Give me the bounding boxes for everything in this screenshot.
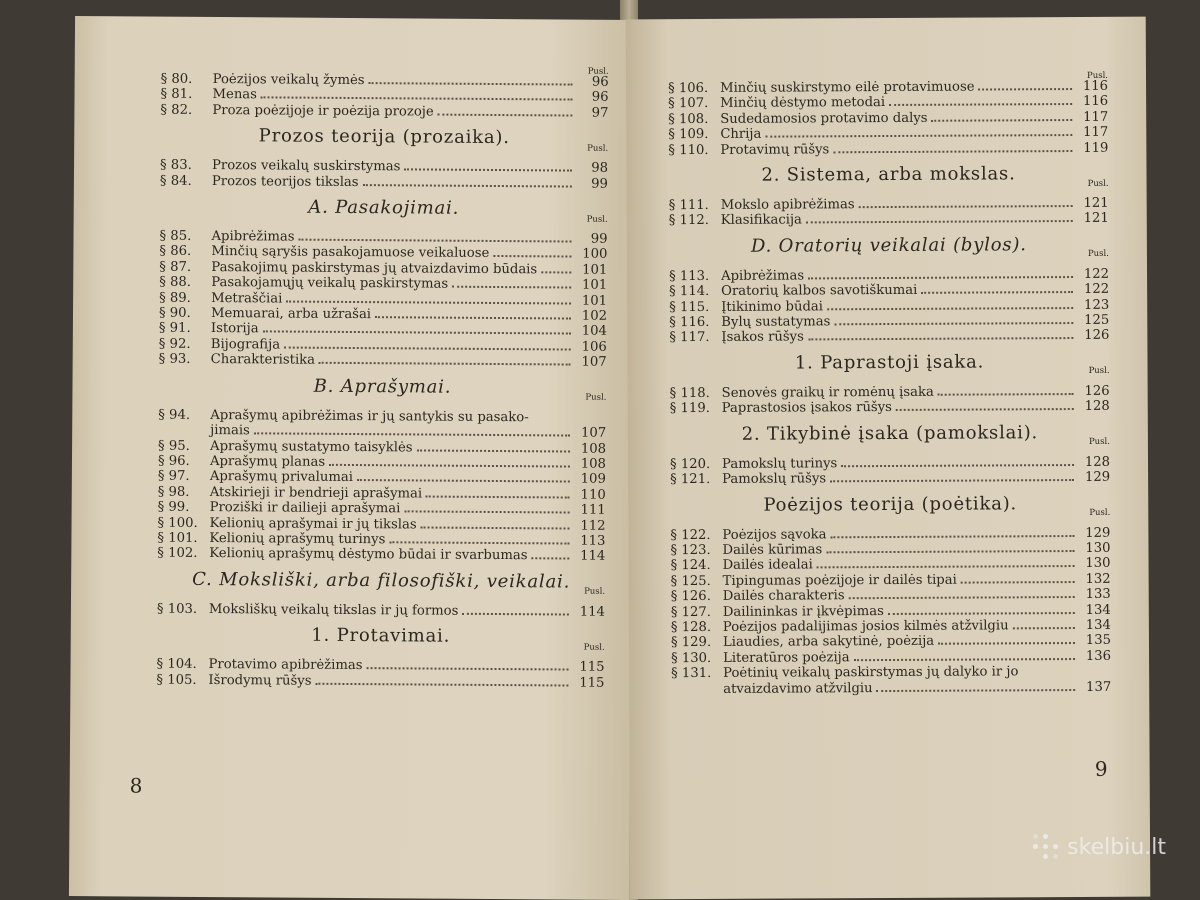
entry-title: Pamokslų rūšys: [722, 471, 827, 487]
dot-leader: [531, 558, 569, 560]
entry-title: Įtikinimo būdai: [721, 298, 823, 315]
page-reference: 134: [1085, 602, 1111, 618]
section-heading-text: Poėzijos teorija (poėtika).: [763, 492, 1018, 516]
section-number: § 92.: [158, 336, 191, 352]
section-number: § 123.: [670, 542, 711, 559]
section-number: § 99.: [157, 499, 190, 515]
dot-leader: [817, 565, 1075, 568]
dot-leader: [841, 464, 1074, 467]
section-number: § 126.: [670, 589, 711, 605]
entry-title: Išrodymų rūšys: [208, 672, 312, 689]
dot-leader: [888, 612, 1075, 615]
page-reference: 113: [580, 533, 606, 549]
watermark-text: skelbiu.lt: [1067, 834, 1166, 860]
section-number: § 84.: [159, 173, 192, 189]
dot-leader: [808, 276, 1073, 279]
section-number: § 107.: [668, 96, 709, 112]
page-reference: 97: [591, 105, 609, 121]
dots-logo-icon: [1033, 834, 1059, 860]
page-reference: 116: [1082, 94, 1109, 110]
dot-leader: [859, 205, 1073, 208]
dot-leader: [889, 103, 1072, 106]
page-reference: 100: [582, 247, 608, 263]
dot-leader: [849, 596, 1075, 599]
entry-title: Apibrėžimas: [211, 229, 295, 245]
toc-entry: [157, 601, 605, 620]
page-reference: 110: [580, 487, 606, 503]
dot-leader: [831, 535, 1075, 538]
section-number: § 108.: [668, 111, 709, 127]
entry-title: Dailės kūrimas: [722, 542, 823, 558]
entry-title: Minčių dėstymo metodai: [720, 95, 886, 112]
page-reference: 98: [591, 160, 609, 176]
entry-title: Įsakos rūšys: [721, 329, 804, 346]
page-reference: 133: [1085, 586, 1111, 603]
dot-leader: [826, 550, 1074, 553]
section-number: § 96.: [157, 453, 190, 469]
right-page-number: 9: [1094, 756, 1108, 781]
section-number: § 88.: [159, 274, 192, 291]
section-number: § 115.: [669, 299, 710, 315]
entry-title: Istorija: [210, 321, 259, 337]
dot-leader: [854, 658, 1075, 661]
dot-leader: [319, 362, 571, 366]
dot-leader: [938, 642, 1075, 645]
dot-leader: [827, 307, 1073, 310]
entry-title: jimais: [210, 423, 250, 439]
entry-title: Oratorių kalbos savotiškumai: [721, 283, 918, 300]
toc-entry: [156, 672, 604, 691]
toc-entry: [160, 102, 608, 121]
page-reference: 115: [579, 659, 605, 675]
section-number: § 106.: [668, 80, 709, 97]
section-heading: [157, 624, 605, 656]
page-reference: 136: [1085, 648, 1112, 664]
section-number: § 109.: [668, 127, 709, 143]
entry-title: Senovės graikų ir romėnų įsaka: [721, 384, 934, 401]
section-number: § 93.: [158, 351, 191, 368]
section-number: § 101.: [157, 530, 198, 546]
entry-title: Paprastosios įsakos rūšys: [721, 400, 892, 417]
dot-leader: [493, 255, 571, 258]
section-number: § 85.: [159, 228, 192, 244]
dot-leader: [421, 526, 570, 529]
dot-leader: [363, 184, 572, 187]
toc-entry: [159, 352, 607, 371]
page-reference: 96: [591, 90, 609, 106]
section-number: § 83.: [159, 157, 192, 174]
dot-leader: [389, 541, 569, 544]
section-heading-text: 2. Tikybinė įsaka (pamokslai).: [741, 421, 1039, 445]
page-reference: 106: [581, 339, 607, 355]
entry-title: Bijografija: [210, 336, 281, 353]
section-number: § 110.: [668, 142, 709, 158]
dot-leader: [462, 613, 569, 616]
page-reference: 99: [590, 231, 608, 247]
section-heading: [668, 163, 1109, 194]
entry-title: Poėtinių veikalų paskirstymas jų dalyko ir jo: [723, 664, 1019, 682]
section-heading-text: 1. Protavimai.: [311, 624, 451, 647]
pusl-label: Pusl.: [1086, 70, 1109, 81]
page-reference: 122: [1083, 282, 1110, 298]
page-reference: 137: [1085, 679, 1112, 695]
section-number: § 131.: [671, 666, 712, 682]
section-number: § 105.: [156, 672, 197, 688]
entry-title: Charakteristika: [210, 352, 316, 369]
entry-title: Kelionių aprašymų dėstymo būdai ir svarbumas: [209, 546, 528, 564]
section-number: § 81.: [160, 87, 193, 103]
section-number: § 95.: [158, 438, 190, 454]
section-heading-text: A. Pasakojimai.: [308, 196, 460, 219]
section-number: § 89.: [159, 290, 191, 306]
section-number: § 100.: [157, 515, 198, 531]
section-heading-text: Prozos teorija (prozaika).: [258, 125, 510, 149]
section-heading: [160, 125, 609, 157]
entry-title: Aprašymų privalumai: [209, 469, 354, 486]
dot-leader: [299, 239, 572, 243]
page-reference: 126: [1084, 383, 1110, 399]
page-reference: 135: [1085, 633, 1111, 649]
left-table-of-contents: [156, 62, 608, 691]
entry-title: Protavimų rūšys: [720, 141, 830, 158]
entry-title: Literatūros poėzija: [723, 649, 850, 666]
page-reference: 116: [1082, 78, 1109, 94]
right-table-of-contents: [668, 69, 1111, 697]
entry-title: Kelionių aprašymų turinys: [209, 530, 386, 548]
toc-entry: [669, 211, 1109, 229]
section-number: § 94.: [158, 407, 191, 423]
section-number: § 127.: [670, 604, 711, 620]
page-reference: 112: [580, 518, 606, 534]
section-heading-text: 1. Paprastoji įsaka.: [794, 351, 985, 374]
page-reference: 107: [580, 425, 607, 441]
dot-leader: [979, 88, 1073, 90]
left-page: [69, 16, 635, 900]
page-reference: 123: [1083, 297, 1110, 313]
section-heading-text: C. Moksliški, arba filosofiški, veikalai.: [192, 568, 571, 593]
section-number: § 129.: [670, 635, 712, 651]
pusl-label: Pusl.: [585, 392, 607, 404]
section-number: § 97.: [157, 468, 190, 485]
section-heading: [157, 568, 606, 600]
toc-entry: [160, 173, 608, 192]
dot-leader: [254, 432, 570, 436]
section-number: § 130.: [671, 650, 712, 666]
entry-title: Liaudies, arba sakytinė, poėzija: [722, 634, 935, 651]
section-number: § 113.: [669, 268, 710, 284]
dot-leader: [404, 510, 569, 513]
section-number: § 124.: [670, 558, 711, 574]
entry-title: Atskirieji ir bendrieji aprašymai: [209, 484, 423, 502]
dot-leader: [961, 581, 1075, 584]
page-reference: 108: [580, 441, 607, 457]
dot-leader: [426, 495, 570, 498]
section-heading: [670, 421, 1110, 453]
entry-title: Pamokslų turinys: [721, 455, 838, 472]
dot-leader: [329, 464, 570, 468]
section-number: § 104.: [156, 656, 197, 673]
dot-leader: [263, 331, 571, 335]
dot-leader: [896, 408, 1074, 411]
section-number: § 111.: [668, 197, 709, 214]
pusl-label: Pusl.: [1089, 507, 1111, 519]
page-reference: 129: [1084, 469, 1111, 486]
dot-leader: [938, 393, 1074, 396]
page-reference: 128: [1084, 454, 1111, 470]
page-reference: 132: [1085, 571, 1111, 587]
page-reference: 96: [591, 74, 609, 90]
toc-entry: [670, 399, 1110, 417]
entry-title: Mokslo apibrėžimas: [720, 197, 855, 213]
entry-title: Aprašymų sustatymo taisyklės: [210, 438, 413, 455]
page-reference: 99: [591, 176, 608, 192]
entry-title: Apibrėžimas: [721, 268, 805, 284]
dot-leader: [877, 689, 1076, 692]
entry-title: Kelionių aprašymai ir jų tikslas: [209, 515, 417, 532]
section-number: § 91.: [158, 321, 191, 337]
left-page-number: 8: [129, 773, 143, 798]
dot-leader: [834, 322, 1073, 325]
dot-leader: [932, 119, 1073, 122]
section-number: § 128.: [670, 619, 712, 636]
toc-entry: [669, 328, 1109, 346]
page-reference: 107: [581, 354, 607, 371]
page-reference: 130: [1085, 540, 1111, 556]
section-number: § 119.: [669, 401, 710, 417]
section-heading-text: B. Aprašymai.: [313, 375, 452, 398]
page-reference: 130: [1085, 556, 1111, 572]
entry-title: Poėzijos veikalų žymės: [212, 72, 365, 89]
page-reference: 121: [1083, 211, 1109, 227]
page-reference: 134: [1085, 617, 1111, 633]
section-number: § 102.: [157, 545, 198, 562]
dot-leader: [366, 667, 568, 670]
entry-title: atvaizdavimo atžvilgiu: [723, 680, 873, 697]
entry-title: Moksliškų veikalų tikslas ir jų formos: [208, 601, 459, 619]
entry-title: Pasakojimų paskirstymas jų atvaizdavimo būdais: [211, 259, 538, 278]
entry-title: Aprašymų apibrėžimas ir jų santykis su pasako-: [210, 407, 529, 425]
section-number: § 80.: [160, 71, 193, 87]
dot-leader: [806, 220, 1073, 223]
section-number: § 120.: [669, 456, 711, 472]
page-reference: 114: [580, 548, 606, 565]
page-reference: 101: [582, 262, 608, 278]
section-number: § 86.: [159, 244, 192, 260]
dot-leader: [261, 97, 573, 101]
entry-title: Poėzijos sąvoka: [722, 526, 827, 543]
page-reference: 109: [580, 471, 606, 488]
section-heading: [158, 377, 606, 406]
page-reference: 101: [581, 293, 608, 309]
page-reference: 117: [1083, 125, 1109, 141]
right-page: [626, 17, 1151, 900]
entry-title: Prozos teorijos tikslas: [211, 173, 359, 190]
section-heading: [670, 492, 1111, 523]
entry-title: Proziški ir dailieji aprašymai: [209, 500, 401, 517]
section-number: § 116.: [669, 314, 710, 331]
entry-title: Menas: [212, 87, 258, 103]
pusl-label: Pusl.: [587, 143, 609, 154]
dot-leader: [808, 337, 1073, 340]
section-number: § 103.: [156, 601, 198, 617]
page-reference: 126: [1084, 328, 1110, 344]
page-reference: 119: [1083, 140, 1109, 156]
page-reference: 111: [580, 502, 606, 518]
dot-leader: [417, 449, 571, 452]
page-reference: 102: [581, 308, 608, 324]
toc-entry: [668, 140, 1108, 158]
dot-leader: [541, 271, 571, 273]
page-reference: 129: [1085, 525, 1111, 541]
entry-title: Sudedamosios protavimo dalys: [720, 110, 928, 127]
pusl-label: Pusl.: [1088, 366, 1110, 377]
page-reference: 114: [579, 604, 605, 620]
entry-title: Tipingumas poėzijoje ir dailės tipai: [722, 572, 957, 589]
page-reference: 122: [1083, 266, 1110, 282]
section-number: § 125.: [670, 573, 711, 589]
dot-leader: [438, 113, 573, 116]
toc-entry: [671, 679, 1111, 697]
dot-leader: [833, 150, 1072, 153]
page-reference: 121: [1083, 195, 1109, 212]
pusl-label: Pusl.: [586, 214, 608, 225]
section-number: § 121.: [670, 472, 711, 488]
entry-title: Minčių sąryšis pasakojamuose veikaluose: [211, 244, 490, 262]
entry-title: Memuarai, arba užrašai: [210, 306, 372, 323]
page-reference: 125: [1084, 312, 1110, 329]
section-heading-text: 2. Sistema, arba mokslas.: [761, 163, 1016, 186]
entry-title: Klasifikacija: [720, 212, 802, 229]
dot-leader: [284, 346, 571, 350]
dot-leader: [404, 169, 572, 172]
section-number: § 122.: [670, 527, 711, 543]
entry-title: Bylų sustatymas: [721, 314, 831, 330]
dot-leader: [369, 82, 573, 85]
section-heading-text: D. Oratorių veikalai (bylos).: [750, 234, 1027, 257]
dot-leader: [357, 479, 570, 482]
section-number: § 90.: [158, 305, 191, 321]
entry-title: Protavimo apibrėžimas: [208, 657, 363, 674]
section-heading: [160, 196, 608, 228]
pusl-label: Pusl.: [583, 642, 605, 653]
entry-title: Dailės charakteris: [722, 588, 845, 604]
entry-title: Chrija: [720, 126, 762, 143]
dot-leader: [375, 316, 571, 319]
page-reference: 117: [1083, 109, 1109, 125]
pusl-label: Pusl.: [584, 586, 606, 598]
entry-title: Proza poėzijoje ir poėzija prozoje: [212, 102, 434, 120]
page-reference: 104: [581, 324, 607, 340]
entry-title: Pasakojamųjų veikalų paskirstymas: [211, 275, 449, 292]
page-reference: 101: [581, 277, 608, 294]
dot-leader: [316, 682, 569, 686]
section-heading: [669, 234, 1109, 265]
section-number: § 87.: [159, 259, 192, 275]
page-reference: 108: [580, 456, 607, 472]
dot-leader: [452, 286, 571, 289]
dot-leader: [921, 291, 1073, 294]
toc-entry: [157, 546, 605, 565]
section-number: § 112.: [668, 213, 709, 229]
entry-title: Poėzijos padalijimas josios kilmės atžvilgiu: [722, 618, 1009, 635]
dot-leader: [830, 479, 1074, 482]
watermark: [1033, 834, 1166, 860]
pusl-label: Pusl.: [587, 66, 609, 77]
entry-title: Metraščiai: [211, 290, 283, 307]
dot-leader: [1013, 627, 1075, 629]
pusl-label: Pusl.: [1087, 178, 1109, 189]
entry-title: Aprašymų planas: [209, 453, 326, 470]
section-number: § 82.: [160, 102, 193, 118]
entry-title: Dailės idealai: [722, 557, 813, 574]
section-number: § 98.: [157, 484, 190, 500]
section-heading: [669, 351, 1110, 382]
entry-title: Prozos veikalų suskirstymas: [211, 158, 401, 175]
toc-entry: [670, 470, 1110, 488]
dot-leader: [765, 134, 1072, 138]
section-number: § 117.: [669, 330, 710, 346]
page-reference: 115: [579, 675, 605, 691]
pusl-label: Pusl.: [1087, 249, 1109, 260]
pusl-label: Pusl.: [1088, 437, 1110, 448]
entry-title: Dailininkas ir įkvėpimas: [722, 603, 884, 620]
section-number: § 114.: [669, 284, 710, 300]
entry-title: Minčių suskirstymo eilė protavimuose: [720, 79, 975, 96]
dot-leader: [286, 300, 571, 304]
page-reference: 128: [1084, 399, 1110, 415]
section-number: § 118.: [669, 385, 710, 402]
